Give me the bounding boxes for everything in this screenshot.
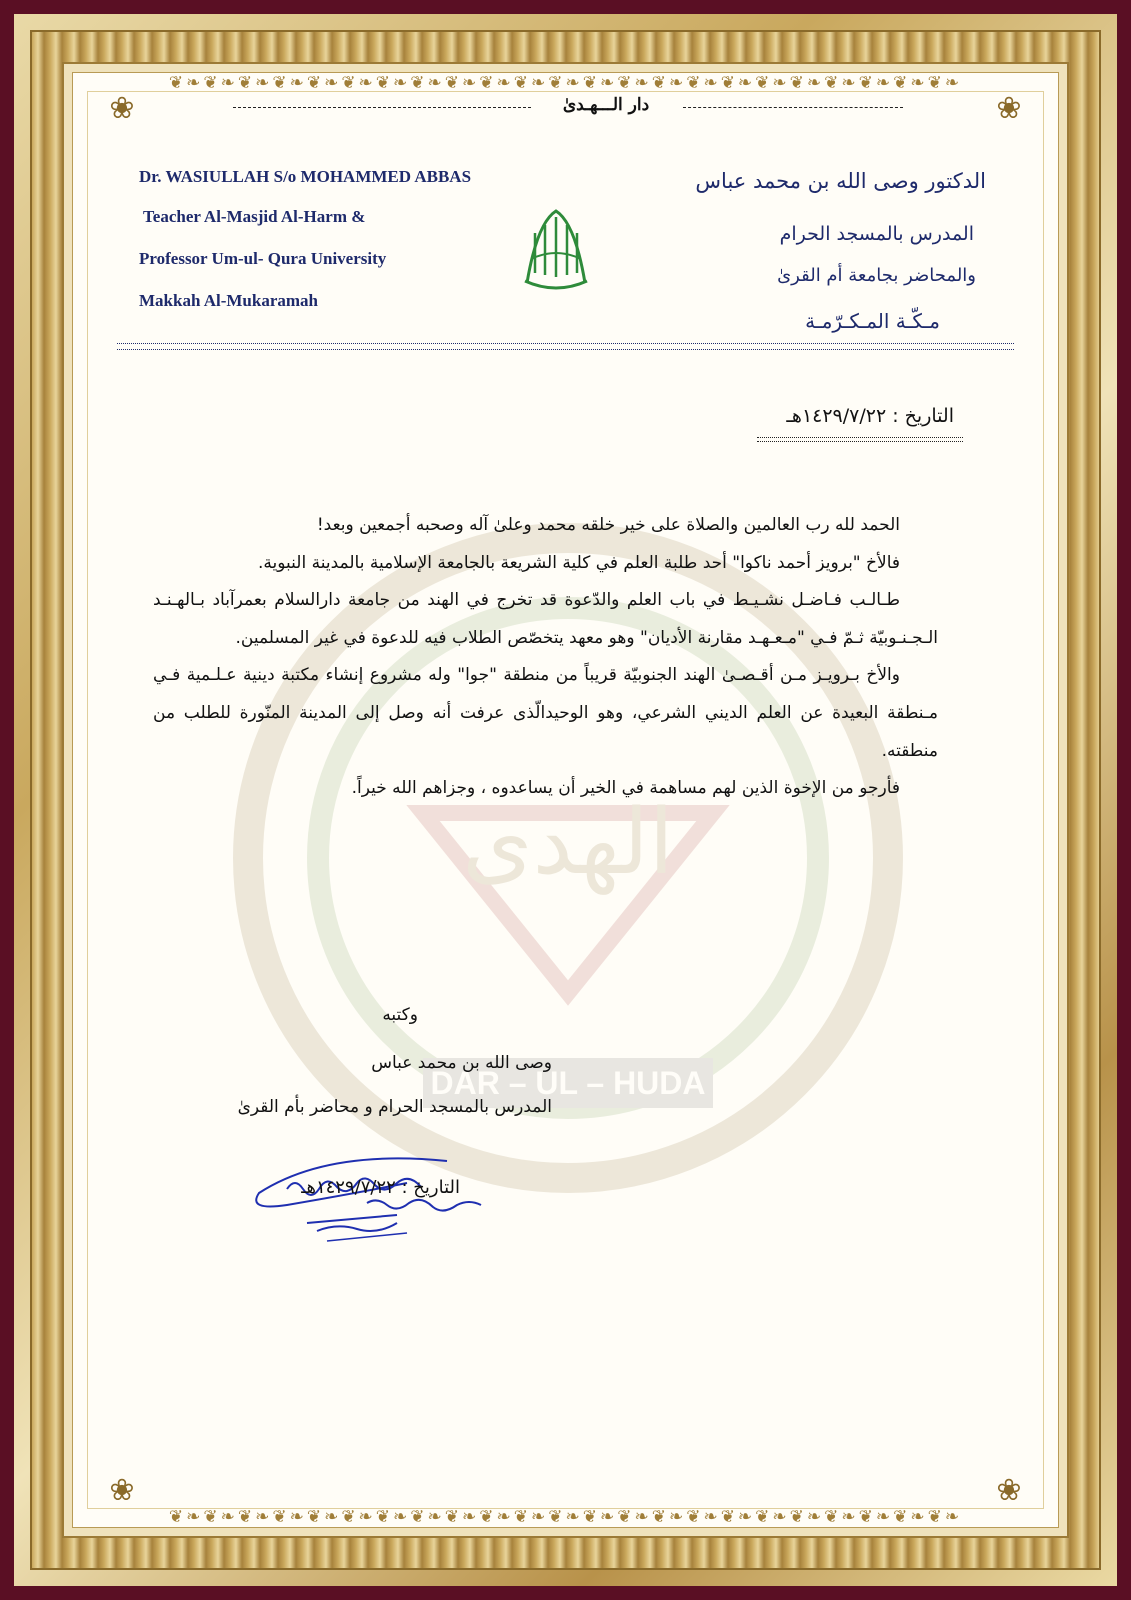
- header-ar-name: الدكتور وصى الله بن محمد عباس: [695, 169, 986, 193]
- letter-body: [153, 507, 938, 808]
- body-paragraph-5: فأرجو من الإخوة الذين لهم مساهمة في الخير أن يساعدوه ، وجزاهم الله خيراً.: [351, 778, 900, 799]
- body-paragraph-4: والأخ بـرويـز مـن أقـصـىٰ الهند الجنوبيّة قريباً من منطقة "جوا" وله مشروع إنشاء مكتبة دينية عـلـمية فـي مـنطقة البعيدة عن العلم الديني الشرعي، وهو الوحيدالّذى عرفت أنه وصل إلى المدينة المنّورة للطلب من منطقته.: [153, 665, 938, 761]
- handwritten-signature: [247, 1153, 527, 1253]
- body-paragraph-2: فالأخ "برويز أحمد ناكوا" أحد طلبة العلم في كلية الشريعة بالجامعة الإسلامية بالمدينة النبوية.: [258, 552, 900, 573]
- bismillah-calligraphy-icon: [517, 203, 595, 293]
- corner-flourish-icon: ❀: [996, 91, 1022, 126]
- signoff-name: وصى الله بن محمد عباس: [371, 1053, 552, 1073]
- letter-page: [72, 72, 1059, 1528]
- date-underline: [757, 437, 963, 442]
- header-divider: [117, 343, 1014, 350]
- corner-flourish-icon: ❀: [109, 1473, 135, 1508]
- header-en-line2: Teacher Al-Masjid Al-Harm &: [143, 207, 366, 226]
- body-paragraph-1: الحمد لله رب العالمين والصلاة على خير خلقه محمد وعلىٰ آله وصحبه أجمعين وبعد!: [316, 515, 900, 535]
- signoff-wrote: وكتبه: [382, 1005, 418, 1025]
- brand-rule-right: [683, 107, 903, 108]
- body-paragraph-3: طـالـب فـاضـل نشـيـط في باب العلم والدّعوة قد تخرج في الهند من جامعة دارالسلام بعمرآباد بـالهـنـد الـجـنـوبيّة ثـمّ فـي "مـعـهـد مقارنة الأديان" وهو معهد يتخصّص الطلاب فيه للدعوة في غير المسلمين.: [153, 590, 938, 648]
- corner-flourish-icon: ❀: [996, 1473, 1022, 1508]
- brand-rule-left: [233, 107, 531, 108]
- header-en-name: Dr. WASIULLAH S/o MOHAMMED ABBAS: [139, 167, 472, 186]
- date-top: التاريخ : ١٤٢٩/٧/٢٢هـ: [786, 405, 954, 427]
- corner-flourish-icon: ❀: [109, 91, 135, 126]
- header-ar-line4: مـكّـة المـكـرّمـة: [805, 309, 940, 333]
- bottom-scroll-ornament: ❦❧❦❧❦❧❦❧❦❧❦❧❦❧❦❧❦❧❦❧❦❧❦❧❦❧❦❧❦❧❦❧❦❧❦❧❦❧❦❧❦❧❦❧❦❧: [168, 1507, 963, 1527]
- header-en-line3: Professor Um-ul- Qura University: [139, 249, 387, 268]
- signoff-title: المدرس بالمسجد الحرام و محاضر بأم القرىٰ: [237, 1097, 552, 1117]
- header-en-line4: Makkah Al-Mukaramah: [139, 291, 318, 310]
- top-scroll-ornament: ❦❧❦❧❦❧❦❧❦❧❦❧❦❧❦❧❦❧❦❧❦❧❦❧❦❧❦❧❦❧❦❧❦❧❦❧❦❧❦❧❦❧❦❧❦❧: [168, 73, 963, 93]
- header-ar-line2: المدرس بالمسجد الحرام: [779, 223, 974, 245]
- header-ar-line3: والمحاضر بجامعة أم القرىٰ: [777, 265, 976, 286]
- watermark-arabic: الهدى: [462, 790, 674, 895]
- watermark-label: DAR – UL – HUDA: [430, 1065, 706, 1101]
- date-bottom: التاريخ : ١٤٢٩/٧/٢٢هـ: [301, 1177, 460, 1198]
- brand-title: دار الـــهـدىٰ: [531, 95, 681, 115]
